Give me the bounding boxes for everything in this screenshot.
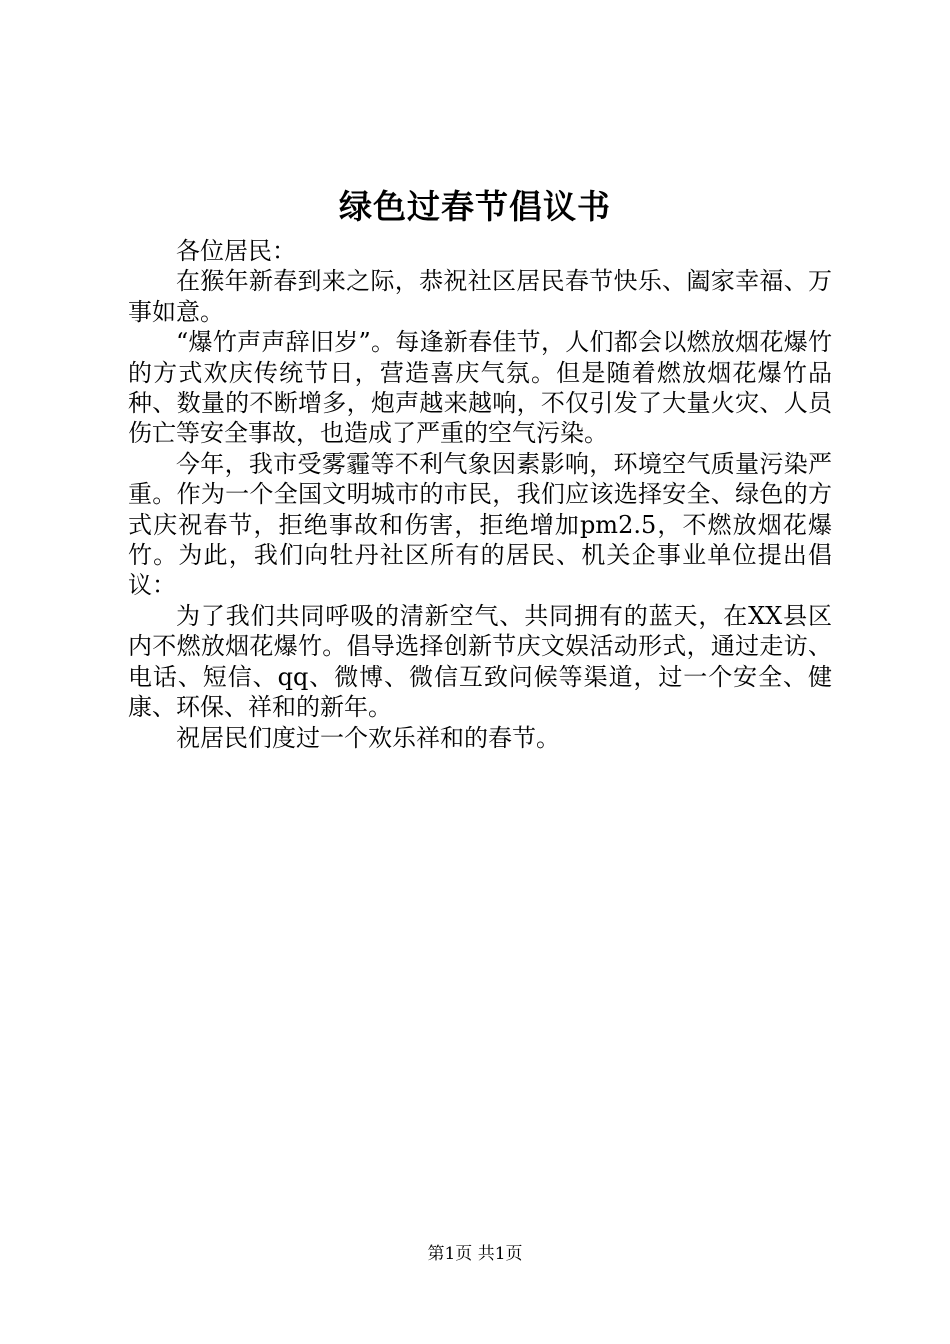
pollution-paragraph: 今年，我市受雾霾等不利气象因素影响，环境空气质量污染严重。作为一个全国文明城市的市民，我们应该选择安全、绿色的方式庆祝春节，拒绝事故和伤害，拒绝增加pm2.5，不燃放烟花爆竹。为此，我们向牡丹社区所有的居民、机关企事业单位提出倡议：	[128, 449, 832, 600]
page-footer: 第1页 共1页	[427, 1244, 523, 1264]
closing-paragraph: 祝居民们度过一个欢乐祥和的春节。	[176, 723, 560, 752]
firecracker-paragraph: “爆竹声声辞旧岁”。每逢新春佳节，人们都会以燃放烟花爆竹的方式欢庆传统节日，营造喜庆气氛。但是随着燃放烟花爆竹品种、数量的不断增多，炮声越来越响，不仅引发了大量火灾、人员伤亡等安全事故，也造成了严重的空气污染。	[128, 328, 832, 448]
document-body	[128, 236, 832, 753]
greeting-paragraph: 在猴年新春到来之际，恭祝社区居民春节快乐、阖家幸福、万事如意。	[128, 267, 832, 326]
proposal-paragraph: 为了我们共同呼吸的清新空气、共同拥有的蓝天，在XX县区内不燃放烟花爆竹。倡导选择创新节庆文娱活动形式，通过走访、电话、短信、qq、微博、微信互致问候等渠道，过一个安全、健康、环保、祥和的新年。	[128, 601, 832, 722]
salutation-paragraph: 各位居民：	[176, 237, 296, 265]
document-title: 绿色过春节倡议书	[339, 187, 611, 226]
